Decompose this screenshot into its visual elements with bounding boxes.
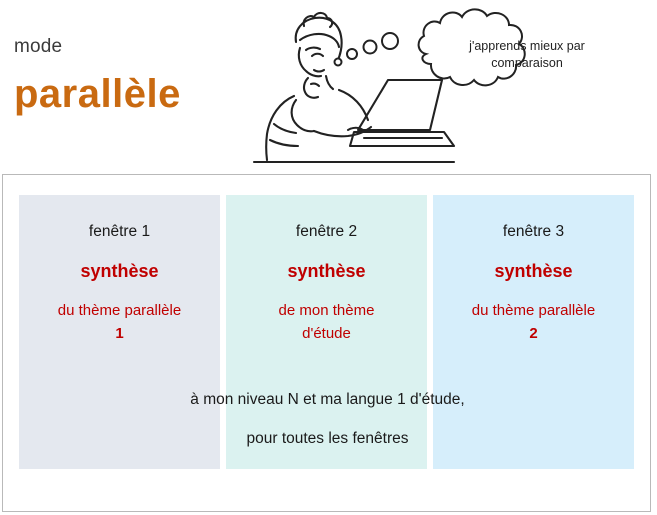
window-label-1: fenêtre 1 (88, 223, 151, 240)
column-subtitle-1-line-1: du thème parallèle (57, 302, 182, 319)
column-subtitle-2-line-1: de mon thème (278, 302, 375, 319)
synthesis-label-3: synthèse (494, 261, 573, 281)
thought-bubble (330, 2, 585, 132)
column-subtitle-1-line-2: 1 (115, 324, 124, 342)
diagram-header (0, 0, 657, 172)
column-subtitle-3-line-2: 2 (529, 324, 538, 342)
column-subtitle-2-line-2: d'étude (302, 324, 351, 342)
window-column-1 (19, 195, 220, 469)
window-label-3: fenêtre 3 (502, 223, 565, 240)
synthesis-label-2: synthèse (287, 261, 366, 281)
column-subtitle-2 (226, 300, 427, 345)
footer-line-1: à mon niveau N et ma langue 1 d'étude, (190, 391, 465, 408)
synthesis-label-1: synthèse (80, 261, 159, 281)
mode-title: parallèle (14, 72, 181, 116)
window-column-2 (226, 195, 427, 469)
column-subtitle-3 (433, 300, 634, 345)
column-subtitle-3-line-1: du thème parallèle (471, 302, 596, 319)
parallel-mode-panel (2, 174, 651, 512)
window-column-3 (433, 195, 634, 469)
thought-bubble-text: j'apprends mieux par comparaison (469, 39, 585, 70)
column-subtitle-1 (19, 300, 220, 345)
footer-line-2: pour toutes les fenêtres (246, 430, 409, 448)
window-label-2: fenêtre 2 (295, 223, 358, 240)
window-columns (19, 195, 635, 469)
mode-label: mode (14, 36, 63, 57)
